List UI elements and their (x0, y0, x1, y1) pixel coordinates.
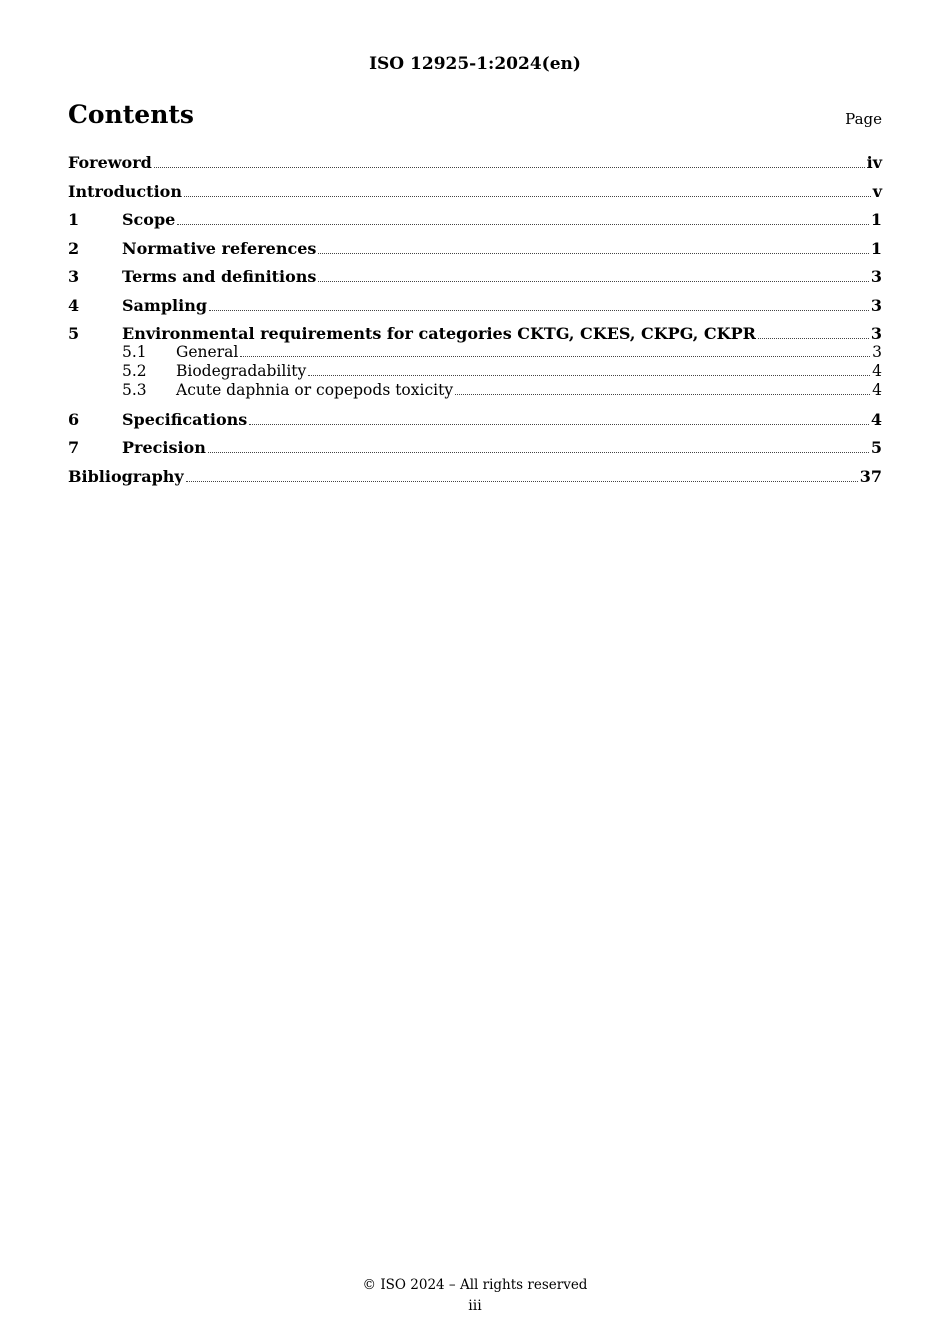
toc-entry-title: Precision (122, 438, 206, 457)
dot-leader (209, 310, 869, 311)
toc-entry-title: Introduction (68, 181, 182, 201)
dot-leader (184, 196, 871, 197)
toc-entry-terms-and-definitions[interactable] (68, 267, 882, 286)
toc-entry-number: 5 (68, 324, 80, 343)
toc-entry-page: 4 (872, 381, 882, 399)
toc-entry-page: 3 (870, 324, 882, 343)
toc-entry-scope[interactable] (68, 210, 882, 229)
page-number: iii (468, 1298, 482, 1314)
table-of-contents (68, 153, 882, 486)
toc-entry-bibliography[interactable] (68, 467, 882, 486)
toc-entry-title: Acute daphnia or copepods toxicity (176, 381, 454, 399)
toc-entry-number: 5.3 (122, 381, 147, 399)
toc-entry-title: Foreword (68, 153, 152, 172)
toc-entry-environmental-requirements[interactable] (68, 324, 882, 343)
toc-entry-page: 4 (872, 362, 882, 380)
dot-leader (240, 356, 870, 357)
contents-title: Contents (68, 100, 195, 129)
toc-entry-number: 7 (68, 438, 80, 457)
toc-subentry-biodegradability[interactable] (68, 362, 882, 381)
dot-leader (177, 224, 869, 225)
dot-leader (186, 481, 858, 482)
toc-entry-title: Sampling (122, 295, 208, 315)
toc-entry-title: Normative references (122, 238, 317, 258)
dot-leader (308, 375, 870, 376)
page-column-label: Page (845, 110, 882, 128)
toc-entry-title: Scope (122, 210, 176, 229)
toc-entry-page: 37 (859, 466, 882, 486)
toc-entry-page: iv (866, 153, 882, 172)
dot-leader (208, 452, 869, 453)
toc-entry-title: Terms and definitions (122, 267, 317, 286)
dot-leader (455, 394, 870, 395)
toc-entry-page: 1 (870, 210, 882, 229)
toc-entry-page: 1 (870, 238, 882, 258)
toc-entry-title: General (176, 343, 239, 361)
toc-entry-page: v (872, 181, 882, 201)
toc-entry-title: Environmental requirements for categories CKTG, CKES, CKPG, CKPR (122, 324, 756, 343)
toc-entry-number: 3 (68, 267, 80, 286)
copyright-notice: © ISO 2024 – All rights reserved (362, 1277, 588, 1293)
toc-entry-sampling[interactable] (68, 296, 882, 315)
toc-entry-title: Bibliography (68, 466, 184, 486)
toc-entry-introduction[interactable] (68, 182, 882, 201)
toc-entry-title: Biodegradability (176, 362, 307, 380)
dot-leader (318, 281, 868, 282)
dot-leader (318, 253, 868, 254)
toc-entry-number: 5.2 (122, 362, 147, 380)
toc-subentry-general[interactable] (68, 343, 882, 362)
toc-entry-title: Specifications (122, 409, 248, 429)
toc-entry-foreword[interactable] (68, 153, 882, 172)
toc-entry-specifications[interactable] (68, 410, 882, 429)
toc-entry-page: 3 (870, 267, 882, 286)
toc-entry-page: 3 (870, 295, 882, 315)
toc-entry-number: 1 (68, 210, 80, 229)
toc-subentry-acute-toxicity[interactable] (68, 381, 882, 400)
toc-entry-number: 6 (68, 409, 80, 429)
dot-leader (154, 167, 865, 168)
toc-entry-number: 4 (68, 295, 80, 315)
toc-entry-page: 3 (872, 343, 882, 361)
toc-entry-page: 4 (870, 409, 882, 429)
dot-leader (249, 424, 869, 425)
toc-entry-normative-references[interactable] (68, 239, 882, 258)
toc-entry-number: 2 (68, 238, 80, 258)
document-id: ISO 12925-1:2024(en) (369, 54, 581, 74)
dot-leader (758, 338, 869, 339)
toc-entry-page: 5 (870, 438, 882, 457)
toc-entry-precision[interactable] (68, 438, 882, 457)
toc-entry-number: 5.1 (122, 343, 147, 361)
